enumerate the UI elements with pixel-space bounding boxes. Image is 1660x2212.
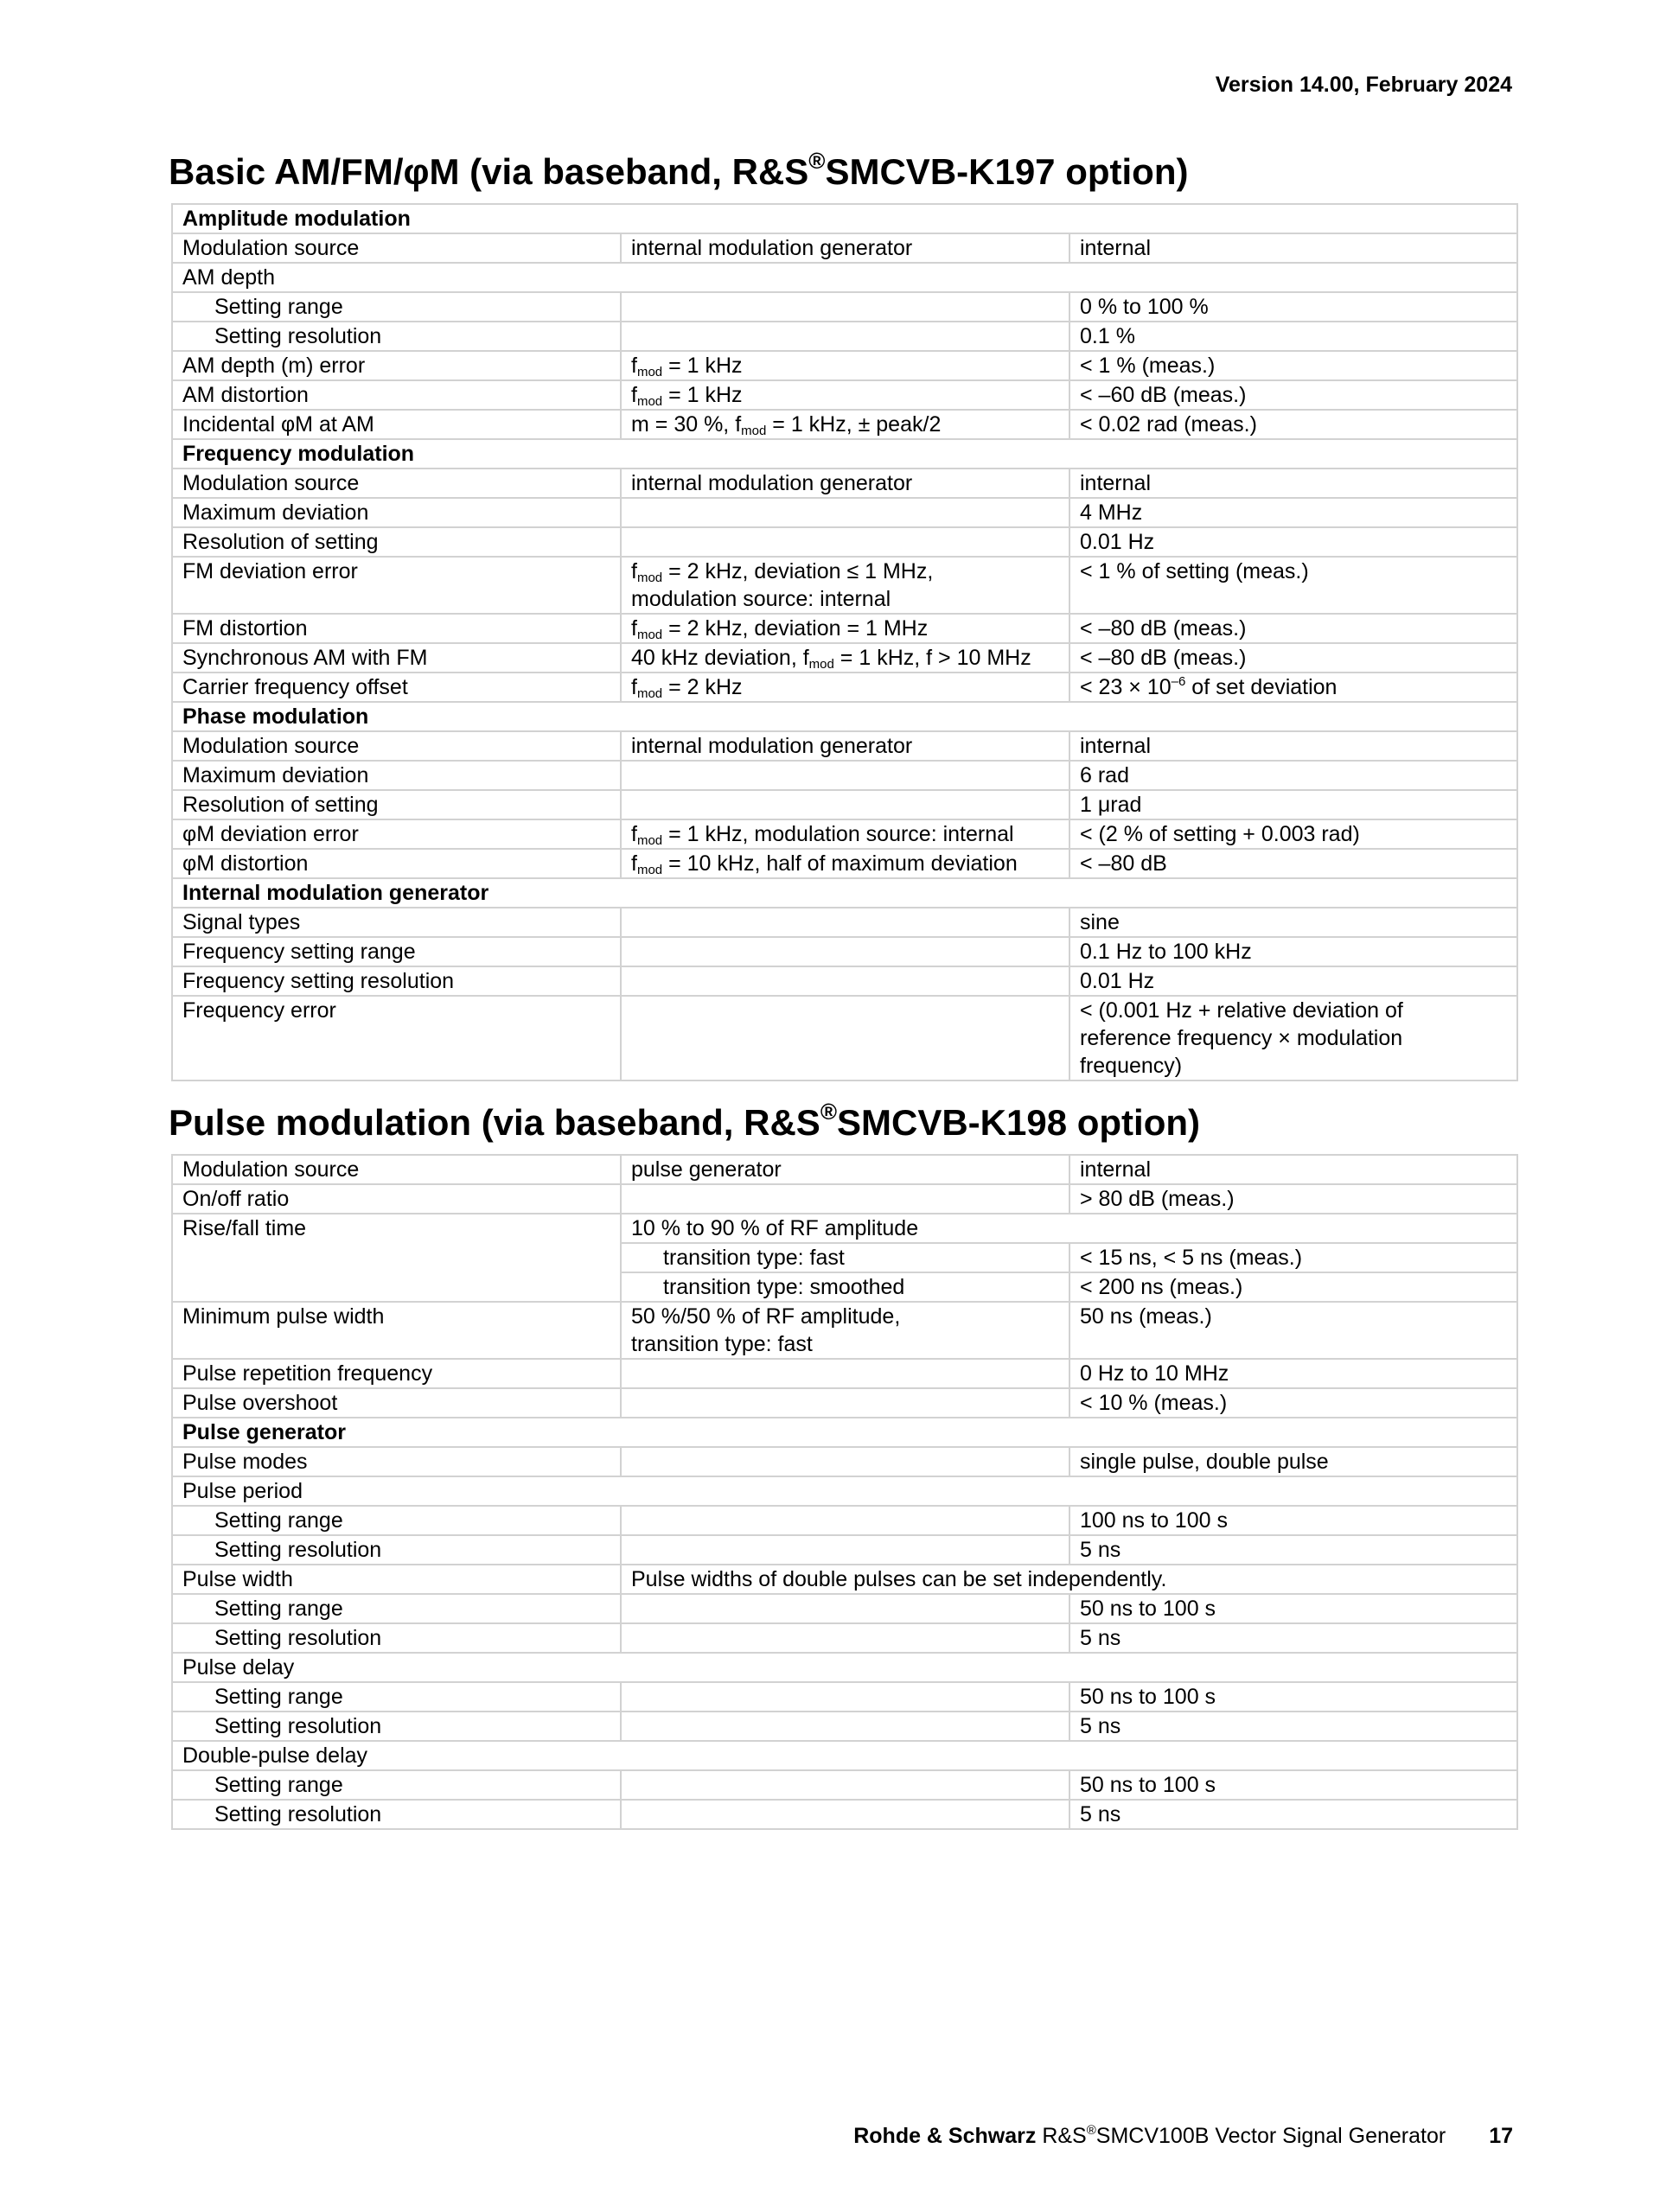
table-row: Modulation source internal modulation generator internal <box>172 731 1517 761</box>
table-row: Pulse delay <box>172 1653 1517 1682</box>
img-heading: Internal modulation generator <box>172 878 1517 908</box>
table-row: Modulation source pulse generator internal <box>172 1155 1517 1184</box>
table-row: AM distortion $f_{mod} = 1$ kHz < –60 dB (meas.) <box>172 380 1517 410</box>
version-label: Version 14.00, February 2024 <box>1215 73 1512 97</box>
table-row: Pulse overshoot < 10 % (meas.) <box>172 1388 1517 1418</box>
table-row: Setting resolution 5 ns <box>172 1712 1517 1741</box>
table-row: FM distortion $f_{mod} = 2$ kHz, deviation = 1 MHz < –80 dB (meas.) <box>172 614 1517 643</box>
table-row: Maximum deviation 4 MHz <box>172 498 1517 527</box>
table-row: FM deviation error $f_{mod} = 2$ kHz, deviation ≤ 1 MHz, modulation source: internal < 1 % of setting (meas.) <box>172 557 1517 614</box>
table-row: Setting resolution 5 ns <box>172 1800 1517 1829</box>
table-row: Setting resolution 0.1 % <box>172 322 1517 351</box>
table-row: φM deviation error $f_{mod} = 1$ kHz, modulation source: internal < (2 % of setting + 0.003 rad) <box>172 819 1517 849</box>
table-row: Signal types sine <box>172 908 1517 937</box>
table-row: Rise/fall time 10 % to 90 % of RF amplitude <box>172 1214 1517 1243</box>
table-row: transition type: smoothed < 200 ns (meas.) <box>172 1272 1517 1302</box>
table-row: Double-pulse delay <box>172 1741 1517 1770</box>
table-row <box>172 878 1517 908</box>
table-row: Pulse repetition frequency 0 Hz to 10 MHz <box>172 1359 1517 1388</box>
table-row: Resolution of setting 1 μrad <box>172 790 1517 819</box>
fm-heading: Frequency modulation <box>172 439 1517 469</box>
table-row: Maximum deviation 6 rad <box>172 761 1517 790</box>
table-row: Setting range 100 ns to 100 s <box>172 1506 1517 1535</box>
table-row: Frequency setting resolution 0.01 Hz <box>172 966 1517 996</box>
table-row: Setting range 50 ns to 100 s <box>172 1594 1517 1623</box>
table-row: Modulation source internal modulation generator internal <box>172 233 1517 263</box>
table-row <box>172 204 1517 233</box>
table-row: On/off ratio > 80 dB (meas.) <box>172 1184 1517 1214</box>
table-row: Pulse width Pulse widths of double pulses can be set independently. <box>172 1565 1517 1594</box>
table-row: Pulse modes single pulse, double pulse <box>172 1447 1517 1476</box>
table-row <box>172 702 1517 731</box>
table-row: Carrier frequency offset $f_{mod} = 2$ kHz < $23 \times 10^{-6}$ of set deviation <box>172 673 1517 702</box>
page-footer: Rohde & Schwarz R&S®SMCV100B Vector Signal Generator 17 <box>853 2123 1513 2148</box>
table-row: AM depth <box>172 263 1517 292</box>
table-row: Modulation source internal modulation generator internal <box>172 469 1517 498</box>
basic-modulation-table <box>171 203 1518 1081</box>
table-row: transition type: fast < 15 ns, < 5 ns (meas.) <box>172 1243 1517 1272</box>
section-title-pulse-modulation: Pulse modulation (via baseband, R&S®SMCVB-K198 option) <box>169 1099 1200 1143</box>
am-heading: Amplitude modulation <box>172 204 1517 233</box>
table-row: Setting resolution 5 ns <box>172 1535 1517 1565</box>
table-row: Setting resolution 5 ns <box>172 1623 1517 1653</box>
table-row: Frequency error < (0.001 Hz + relative deviation of reference frequency × modulation frequency) <box>172 996 1517 1081</box>
table-row: Minimum pulse width 50 %/50 % of RF amplitude, transition type: fast 50 ns (meas.) <box>172 1302 1517 1359</box>
table-row: Synchronous AM with FM 40 kHz deviation, $f_{mod} = 1$ kHz, f > 10 MHz < –80 dB (meas.) <box>172 643 1517 673</box>
pm-heading: Phase modulation <box>172 702 1517 731</box>
table-row: Resolution of setting 0.01 Hz <box>172 527 1517 557</box>
table-row: Frequency setting range 0.1 Hz to 100 kHz <box>172 937 1517 966</box>
pulse-modulation-table <box>171 1154 1518 1830</box>
table-row: AM depth (m) error $f_{mod} = 1$ kHz < 1 % (meas.) <box>172 351 1517 380</box>
table-row <box>172 1418 1517 1447</box>
page-number: 17 <box>1489 2124 1513 2148</box>
table-row: Incidental φM at AM m = 30 %, $f_{mod} = 1$ kHz, ± peak/2 < 0.02 rad (meas.) <box>172 410 1517 439</box>
table-row <box>172 439 1517 469</box>
pulse-generator-heading: Pulse generator <box>172 1418 1517 1447</box>
table-row: Pulse period <box>172 1476 1517 1506</box>
table-row: Setting range 50 ns to 100 s <box>172 1682 1517 1712</box>
table-row: φM distortion $f_{mod} = 10$ kHz, half of maximum deviation < –80 dB <box>172 849 1517 878</box>
table-row: Setting range 0 % to 100 % <box>172 292 1517 322</box>
section-title-basic-modulation: Basic AM/FM/φM (via baseband, R&S®SMCVB-K197 option) <box>169 148 1189 192</box>
table-row: Setting range 50 ns to 100 s <box>172 1770 1517 1800</box>
